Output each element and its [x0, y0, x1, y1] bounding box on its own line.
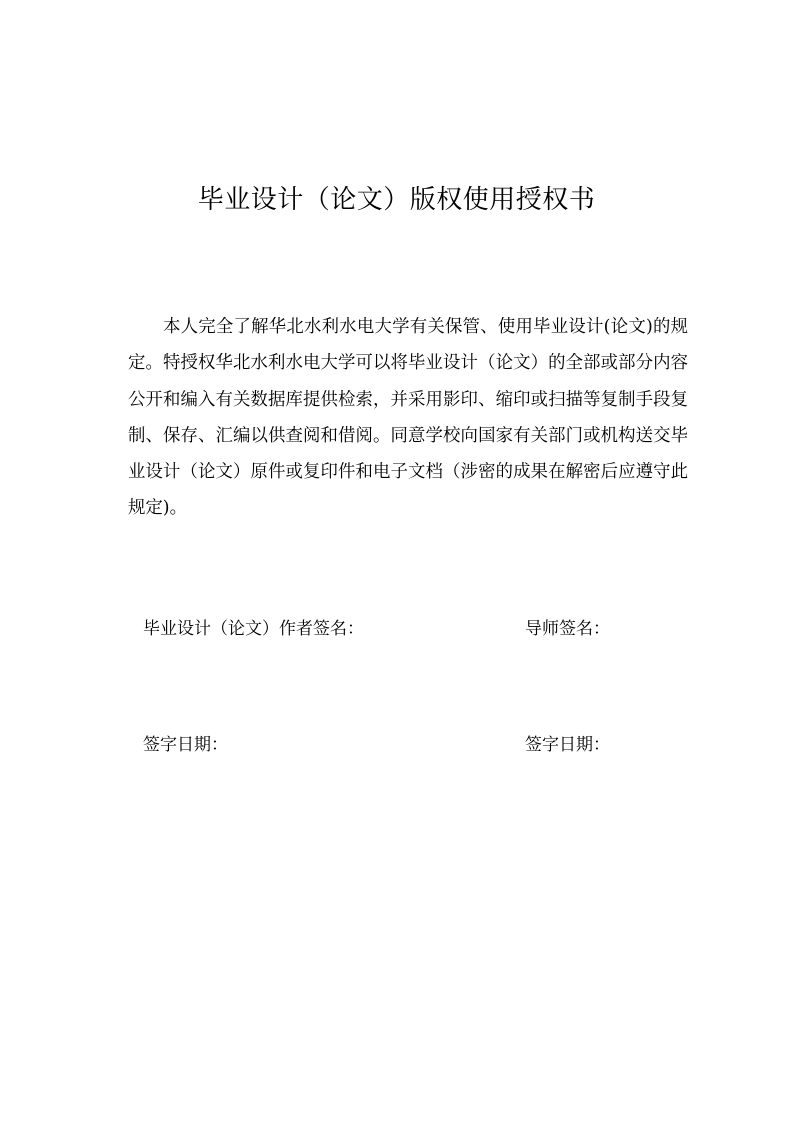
- advisor-signature-label: 导师签名：: [525, 619, 610, 639]
- advisor-date-label: 签字日期：: [525, 735, 610, 755]
- author-signature-label: 毕业设计（论文）作者签名：: [143, 619, 364, 639]
- document-title: 毕业设计（论文）版权使用授权书: [197, 185, 596, 215]
- authorization-statement: 本人完全了解华北水利水电大学有关保管、使用毕业设计(论文)的规定。特授权华北水利水电大学可以将毕业设计（论文）的全部或部分内容公开和编入有关数据库提供检索，并采用影印、缩印或扫描等复制手段复制、保存、汇编以供查阅和借阅。同意学校向国家有关部门或机构送交毕业设计（论文）原件或复印件和电子文档（涉密的成果在解密后应遵守此规定)。: [128, 317, 688, 519]
- author-date-label: 签字日期：: [143, 735, 228, 755]
